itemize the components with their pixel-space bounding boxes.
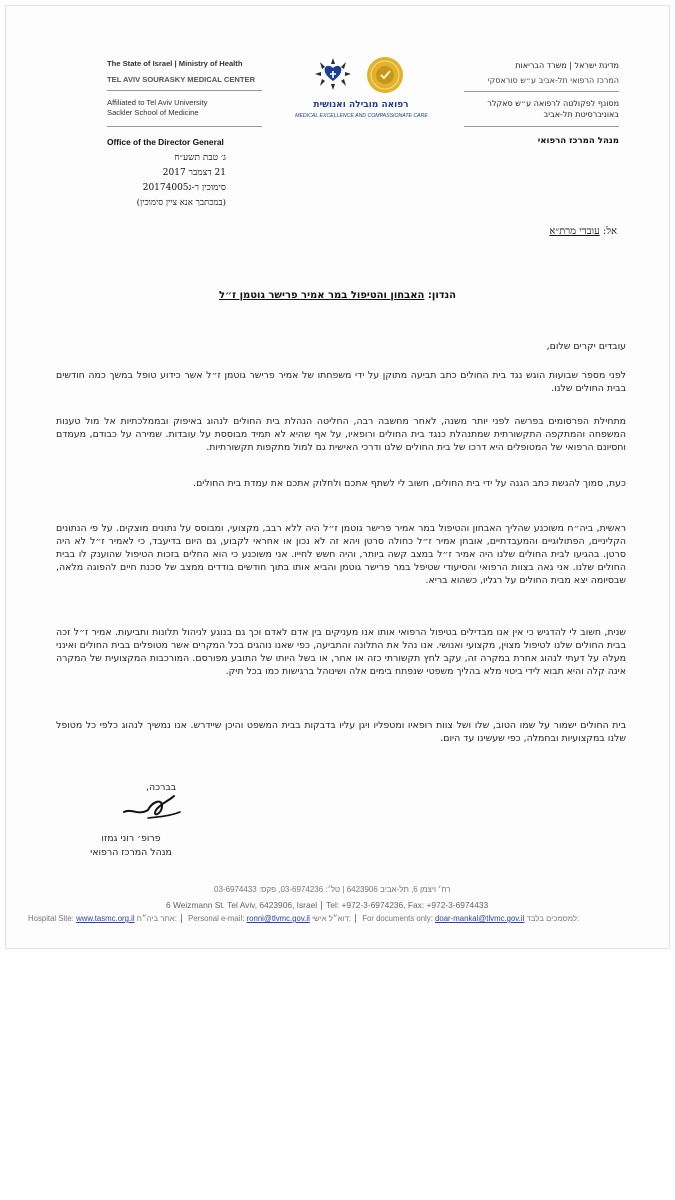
footer-contacts-line [28, 914, 579, 923]
he-center-name: המרכז הרפואי תל-אביב ע״ש סוראסקי [487, 76, 619, 85]
gregorian-date: 21 דצמבר 2017 [162, 168, 226, 178]
reference-note: (במכתבך אנא ציין סימוכין) [136, 198, 226, 208]
footer-english-address: 6 Weizmann St. Tel Aviv, 6423906, Israel [166, 900, 318, 910]
signer-name: פרופ׳ רוני גמזו [101, 833, 161, 844]
paragraph-2: מתחילת הפרסומים בפרשה לפני יותר משנה, לאחר מחשבה רבה, החליטה הנהלת בית החולים לנהוג באיפוק ובממלכתיות אל מול טענות המשפחה והמתקפה התקשורתית שמתנהלת כנגד בית החולים ורופאיו, על אף שהיא לא תמיד מבוססת על עובדות. שמירה על כבודם, מעמדם וחסיונם הרפואי של המטופלים היא דרכו של בית החולים שלנו ודרכי האישית גם למול מתקפות תקשורתיות. [56, 416, 626, 453]
paragraph-6: בית החולים ישמור על שמו הטוב, שלו ושל צוות רופאיו ומטפליו ויגן עליו בדבקות בבית המשפט והיכן שיידרש. אנו נמשיך לנהוג כלפי כל מטופל שלנו במקצועיות ובחמלה, כפי שעשינו עד היום. [56, 720, 626, 744]
hebrew-date: ג׳ טבת תשע״ח [174, 153, 226, 163]
logo-hebrew-tagline: רפואה מובילה ואנושית [313, 100, 409, 110]
en-office-title: Office of the Director General [107, 137, 224, 147]
en-affiliated-line-1: Affiliated to Tel Aviv University [107, 98, 208, 107]
reference-number: סימוכין ר-ג20174005 [142, 183, 226, 193]
personal-email-link[interactable]: ronni@tlvmc.gov.il [246, 914, 310, 923]
footer-english-address-line [166, 900, 488, 910]
paragraph-4: ראשית, ביה״ח משוכנע שהליך האבחון והטיפול במר אמיר פרישר גוטמן ז״ל היה ללא רבב, מקצועי, ומבוסס על נתונים מוצקים. על פי הנתונים הקליניים, הפתולוגיים והמעבדתיים, אובחן אמיר ז״ל כחולה סרטן ויהא זה לא נכון או אחראי לקבוע, גם היום בדיעבד, כי לאמיר ז״ל לא היה סרטן. בהגיעו לבית החולים שלנו היה אמיר ז״ל במצב קשה ביותר, והיה חשש לחייו. אני משוכנע כי הוא החלים בזכות הטיפול שהוענק לו בבית החולים שלנו. אני גאה בצוות הרפואי והסיעודי שטיפל במר פרישר גוטמן והביא אותו בתוך חודשים בודדים ממצב של סכנת חיים להפוגה מלאה, שבסיומה יצא מבית החולים על רגליו, כשהוא בריא. [56, 523, 626, 586]
documents-email-link[interactable]: doar-mankal@tlvmc.gov.il [435, 914, 525, 923]
letter-page [5, 5, 670, 949]
en-state-ministry: The State of Israel | Ministry of Health [107, 59, 243, 68]
handwritten-signature-icon [118, 790, 198, 828]
paragraph-1: לפני מספר שבועות הוגש נגד בית החולים כתב תביעה מתוקן על ידי משפחתו של אמיר פרישר גוטמן ז״ל אשר כידוע טופל במשך כמה חודשים בבית החולים שלנו. [56, 370, 626, 394]
greeting: עובדים יקרים שלום, [546, 341, 626, 352]
divider [107, 126, 262, 127]
accreditation-seal-icon [366, 56, 404, 94]
hospital-site-link[interactable]: www.tasmc.org.il [76, 914, 135, 923]
paragraph-3: כעת, סמוך להגשת כתב הגנה על ידי בית החולים, חשוב לי לשתף אתכם ולחלוק אתכם את עמדת בית החולים. [193, 478, 626, 489]
personal-email-label: Personal e-mail: [188, 914, 245, 923]
en-center-name: TEL AVIV SOURASKY MEDICAL CENTER [107, 75, 256, 84]
documents-hebrew-label: למסמכים בלבד: [526, 914, 580, 923]
addressee-line: אל: עובדי מרת״א [549, 226, 617, 237]
divider [464, 126, 619, 127]
he-affiliated-line-1: מסונף לפקולטה לרפואה ע״ש סאקלר [487, 99, 619, 108]
closing: בברכה, [146, 782, 177, 793]
documents-label: For documents only: [362, 914, 433, 923]
hospital-logo-icon [311, 54, 355, 94]
paragraph-5: שנית, חשוב לי להדגיש כי אין אנו מבדילים בטיפול הרפואי אותו אנו מעניקים בין אדם לאדם וכך גם בנוגע לניהול תלונות ותביעות. אמיר ז״ל זכה בבית החולים שלנו לטיפול מצוין, מקצועי ואנושי. אנו נהל את התלונה והתביעה, כפי שאנו נוהגים בכל המקרים אשר מטופלים בבית החולים ואינני מעלה על דעתי לנהוג אחרת במקרה זה, עקב לחץ תקשורתי כזה או אחר, או בשל היותו של התובע מפורסם. המורכבות המקצועית של המקרה אינה קלה והיא תבוא לידי ביטוי מלא בהליך משפטי שנפתח בימים אלה ושינוהל ברגישות כמו בכל תיק. [56, 627, 626, 677]
subject-line: הנדון: האבחון והטיפול במר אמיר פרישר גוטמן ז״ל [218, 290, 457, 301]
footer-hebrew-address: רח׳ ויצמן 6, תל-אביב 6423906 | טל׳: 03-6974236, פקס: 03-6974433 [214, 885, 451, 894]
to-value: עובדי מרת״א [549, 226, 600, 237]
signer-title: מנהל המרכז הרפואי [90, 847, 172, 858]
subject-label: הנדון [431, 290, 457, 301]
hospital-site-label: Hospital Site: [28, 914, 74, 923]
divider [107, 90, 262, 91]
subject-text: האבחון והטיפול במר אמיר פרישר גוטמן ז״ל [218, 290, 425, 301]
he-affiliated-line-2: באוניברסיטת תל-אביב [543, 110, 619, 119]
hospital-site-hebrew-label: אתר ביה״ח: [136, 914, 177, 923]
personal-email-hebrew-label: דוא״ל אישי: [311, 914, 352, 923]
en-affiliated-line-2: Sackler School of Medicine [107, 108, 199, 117]
footer-phone-fax: Tel: +972-3-6974236, Fax: +972-3-6974433 [326, 900, 489, 910]
to-label: אל [606, 226, 617, 237]
logo-english-tagline: MEDICAL EXCELLENCE AND COMPASSIONATE CARE [295, 113, 428, 119]
divider [464, 91, 619, 92]
he-office-title: מנהל המרכז הרפואי [537, 136, 619, 146]
he-state-ministry: מדינת ישראל | משרד הבריאות [515, 61, 619, 70]
